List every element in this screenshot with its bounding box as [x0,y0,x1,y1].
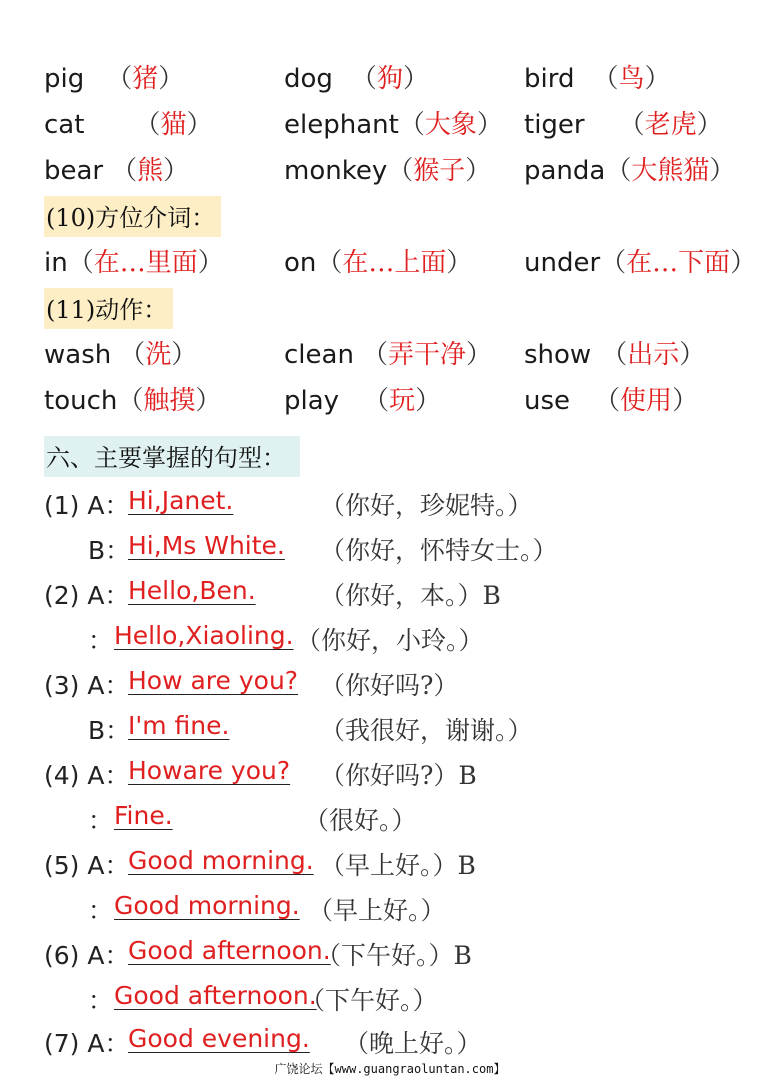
sentence-line [44,891,764,935]
sentence-line [44,531,764,575]
section-heading-actions: (11)动作： [44,288,173,329]
sentence-number: (3) A： [44,671,130,700]
sentence-translation: （你好，小玲。） [296,626,484,655]
sentence-line [44,666,764,710]
sentence-number: (5) A： [44,851,130,880]
vocab-cell: bear （熊） [44,156,190,186]
sentence-translation: （早上好。）B [320,851,476,880]
sentence-line [44,981,764,1025]
vocab-row [44,380,764,426]
vocab-cell: wash （洗） [44,340,198,370]
sentence-line [44,621,764,665]
sentence-number: B： [88,716,131,745]
sentence-number: (2) A： [44,581,130,610]
vocab-cell: in（在…里面） [44,248,224,278]
sentence-number: (1) A： [44,491,130,520]
sentence-answer: Good morning. [128,846,314,875]
sentence-answer: Fine. [114,801,173,830]
sentence-translation: （我很好，谢谢。） [320,716,533,745]
sentence-line [44,711,764,755]
sentence-translation: （你好，本。）B [320,581,501,610]
sentence-number: (4) A： [44,761,130,790]
sentence-line [44,846,764,890]
sentence-answer: Hello,Xiaoling. [114,621,294,650]
sentence-translation: （你好，怀特女士。） [320,536,558,565]
sentence-translation: （下午好。） [300,986,438,1015]
sentence-answer: I'm fine. [128,711,230,740]
vocab-cell: under（在…下面） [524,248,757,278]
sentence-line [44,801,764,845]
sentence-translation: （你好吗?）B [320,761,477,790]
sentence-number: ： [88,986,114,1015]
sentence-line [44,936,764,980]
sentence-number: (6) A： [44,941,130,970]
vocab-cell: panda（大熊猫） [524,156,736,186]
sentence-answer: Hi,Janet. [128,486,234,515]
vocab-row [44,104,764,150]
vocab-cell: monkey（猴子） [284,156,492,186]
sentence-answer: How are you? [128,666,299,695]
vocab-cell: tiger （老虎） [524,110,723,140]
vocab-row [44,242,764,288]
vocab-cell: use （使用） [524,386,699,416]
sentence-number: ： [88,626,114,655]
sentence-number: ： [88,806,114,835]
vocab-cell: on（在…上面） [284,248,473,278]
sentence-translation: （很好。） [304,806,417,835]
vocab-row [44,150,764,196]
section-heading-prepositions: (10)方位介词： [44,196,221,237]
vocab-row [44,58,764,104]
sentence-answer: Good afternoon. [128,936,331,965]
sentence-answer: Howare you? [128,756,291,785]
sentence-translation: （你好，珍妮特。） [320,491,533,520]
sentence-answer: Hello,Ben. [128,576,256,605]
vocab-row [44,334,764,380]
footer-watermark: 广饶论坛【www.guangraoluntan.com】 [274,1062,506,1076]
sentence-number: B： [88,536,131,565]
vocab-cell: cat （猫） [44,110,213,140]
sentence-translation: （晚上好。） [344,1029,482,1058]
vocab-cell: show （出示） [524,340,706,370]
vocab-cell: clean （弄干净） [284,340,492,370]
vocab-cell: play （玩） [284,386,442,416]
vocab-cell: elephant（大象） [284,110,503,140]
sentence-line [44,576,764,620]
sentence-answer: Good morning. [114,891,300,920]
sentence-line [44,486,764,530]
sentence-line [44,756,764,800]
section-heading-sentences: 六、主要掌握的句型： [44,436,300,477]
sentence-answer: Good evening. [128,1024,310,1053]
sentence-answer: Hi,Ms White. [128,531,285,560]
sentence-translation: （你好吗?） [320,671,459,700]
sentence-translation: （下午好。）B [316,941,472,970]
sentence-number: (7) A： [44,1029,130,1058]
sentence-number: ： [88,896,114,925]
vocab-cell: dog （狗） [284,64,429,94]
sentence-translation: （早上好。） [308,896,446,925]
vocab-cell: bird （鸟） [524,64,671,94]
vocab-cell: pig （猪） [44,64,185,94]
sentence-answer: Good afternoon. [114,981,317,1010]
vocab-cell: touch（触摸） [44,386,222,416]
